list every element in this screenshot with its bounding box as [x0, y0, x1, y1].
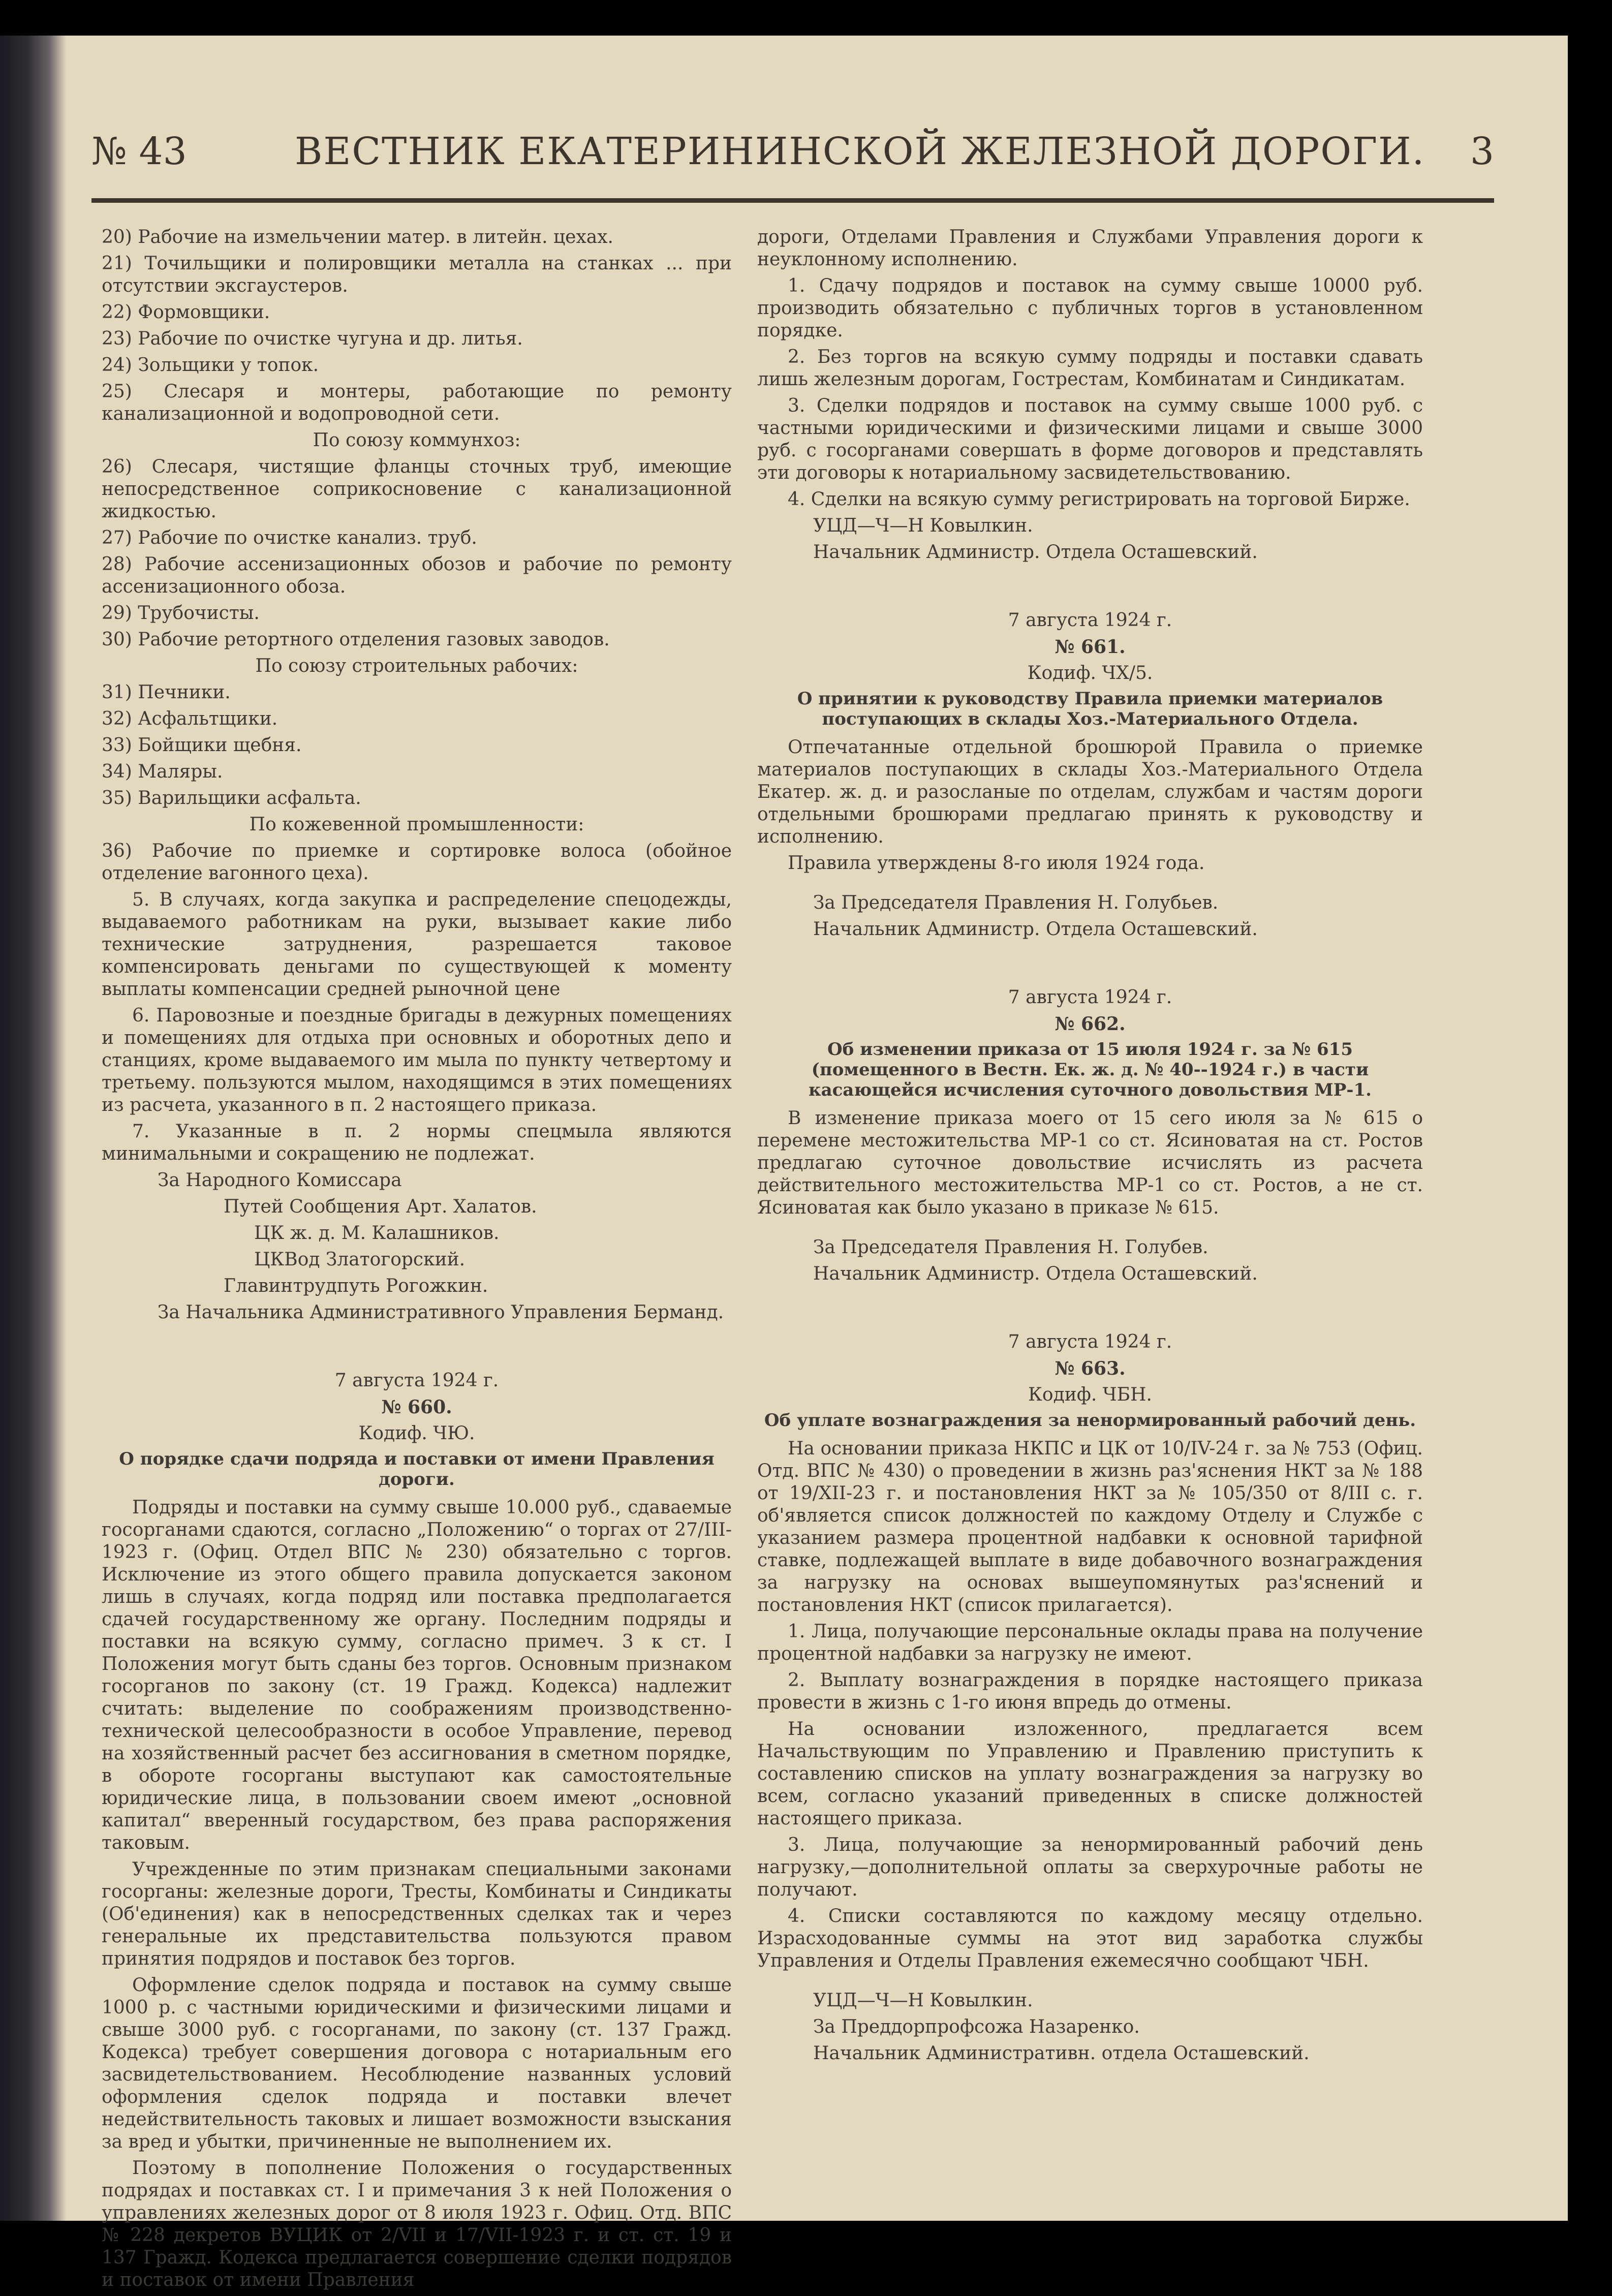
paragraph: Отпечатанные отдельной брошюрой Правила о приемке материалов поступающих в склады Хоз.-Материального Отдела Екатер. ж. д. и разосланые по отделам, службам и частям дороги отдельными брошюрами предлагаю принять к руководству и исполнению. [757, 737, 1423, 847]
list-item: 35) Варильщики асфальта. [102, 788, 361, 809]
list-item: 34) Маляры. [102, 761, 223, 782]
signature-line: За Председателя Правления Н. Голубев. [813, 1237, 1208, 1258]
signature-line: Начальник Администр. Отдела Осташевский. [813, 919, 1258, 940]
paragraph: В изменение приказа моего от 15 сего июля за № 615 о перемене местожительства МР-1 со ст. Ясиноватая на ст. Ростов предлагаю суточное довольствие исчислять из расчета действительного местожительства МР-1 со ст. Ростов, а не ст. Ясиноватая как было указано в приказе № 615. [757, 1108, 1423, 1218]
order-codification: Кодиф. ЧХ/5. [1027, 663, 1153, 684]
paragraph: Подряды и поставки на сумму свыше 10.000 руб., сдаваемые госорганами сдаются, согласно „Положению“ о торгах от 27/III-1923 г. (Офиц. Отдел ВПС № 230) обязательно с торгов. Исключение из этого общего правила допускается законом лишь в случаях, когда подряд или поставка предполагается сдачей государственному же органу. Последним подряды и поставки на всякую сумму, согласно примеч. 3 к ст. I Положения могут быть сданы без торгов. Основным признаком госорганов по закону (ст. 19 Гражд. Кодекса) надлежит считать: выделение по соображениям производственно-технической целесообразности в особое Управление, перевод на хозяйственный расчет без ассигнования в сметном порядке, в обороте госорганы выступают как самостоятельные юридические лица, в пользовании своем имеют „основной капитал“ вверенный государством, без права распоряжения таковым. [102, 1497, 732, 1853]
newspaper-page [0, 36, 1568, 2290]
signature-line: УЦД—Ч—Н Ковылкин. [813, 1990, 1033, 2011]
order-date: 7 августа 1924 г. [334, 1370, 499, 1391]
order-codification: Кодиф. ЧБН. [1028, 1384, 1152, 1405]
list-item: 31) Печники. [102, 682, 231, 703]
page-number: 3 [1470, 130, 1494, 173]
section-heading: По кожевенной промышленности: [249, 814, 584, 835]
list-item: 30) Рабочие ретортного отделения газовых заводов. [102, 629, 610, 650]
order-title: Об уплате вознаграждения за ненормированный рабочий день. [764, 1410, 1416, 1431]
signature-line: Путей Сообщения Арт. Халатов. [224, 1196, 537, 1217]
signature-line: За Председателя Правления Н. Голубьев. [813, 892, 1219, 913]
order-date: 7 августа 1924 г. [1008, 987, 1172, 1008]
order-date: 7 августа 1924 г. [1008, 610, 1172, 631]
order-title: О принятии к руководству Правила приемки материалов поступающих в склады Хоз.-Материального Отдела. [797, 689, 1383, 729]
previous-page-gutter [0, 36, 66, 2221]
signature-line: За Начальника Административного Управления Берманд. [158, 1302, 724, 1323]
paragraph: дороги, Отделами Правления и Службами Управления дороги к неуклонному исполнению. [757, 227, 1423, 270]
list-item: 26) Слесаря, чистящие фланцы сточных труб, имеющие непосредственное соприкосновение с канализационной жидкостью. [102, 456, 732, 522]
signature-line: За Народного Комиссара [158, 1170, 402, 1191]
paragraph: Поэтому в пополнение Положения о государственных подрядах и поставках ст. I и примечания 3 к ней Положения о управлениях железных дорог от 8 июля 1923 г. Офиц. Отд. ВПС № 228 декретов ВУЦИК от 2/VII и 17/VII-1923 г. и ст. ст. 19 и 137 Гражд. Кодекса предлагается совершение сделки подрядов и поставок от имени Правления [102, 2158, 732, 2290]
signature-line: УЦД—Ч—Н Ковылкин. [813, 515, 1033, 536]
order-date: 7 августа 1924 г. [1008, 1331, 1172, 1352]
list-item: 20) Рабочие на измельчении матер. в литейн. цехах. [102, 227, 613, 247]
newspaper-title: ВЕСТНИК ЕКАТЕРИНИНСКОЙ ЖЕЛЕЗНОЙ ДОРОГИ. [295, 130, 1425, 173]
paragraph: 5. В случаях, когда закупка и распределение спецодежды, выдаваемого работникам на руки, вызывает какие либо технические затруднения, разрешается таковое компенсировать деньгами по существующей к моменту выплаты компенсации средней рыночной цене [102, 889, 732, 1000]
paragraph: Оформление сделок подряда и поставок на сумму свыше 1000 р. с частными юридическими и физическими лицами и свыше 3000 руб. с госорганами, по закону (ст. 137 Гражд. Кодекса) требует совершения договора с нотариальным его засвидетельствованием. Несоблюдение названных условий оформления сделок подряда и поставки влечет недействительность таковых и лишает возможности взыскания за вред и убытки, причиненные не выполнением их. [102, 1975, 732, 2152]
signature-line: ЦКВод Златогорский. [254, 1249, 466, 1270]
running-header [91, 130, 1494, 191]
left-column [102, 226, 732, 2295]
paragraph: 4. Списки составляются по каждому месяцу отдельно. Израсходованные суммы на этот вид заработка службы Управления и Отделы Правления ежемесячно сообщают ЧБН. [757, 1906, 1423, 1971]
list-item: 25) Слесаря и монтеры, работающие по ремонту канализационной и водопроводной сети. [102, 381, 732, 424]
paragraph: Учрежденные по этим признакам специальными законами госорганы: железные дороги, Тресты, Комбинаты и Синдикаты (Об'единения) как в непосредственных сделках так и через генеральные их представительства пользуются правом принятия подрядов и поставок без торгов. [102, 1859, 732, 1969]
list-item: 27) Рабочие по очистке канализ. труб. [102, 528, 477, 548]
section-heading: По союзу коммунхоз: [313, 430, 521, 451]
issue-number: № 43 [91, 130, 187, 173]
list-item: 36) Рабочие по приемке и сортировке волоса (обойное отделение вагонного цеха). [102, 841, 732, 884]
order-number: № 660. [381, 1397, 452, 1418]
list-item: 28) Рабочие ассенизационных обозов и рабочие по ремонту ассенизационного обоза. [102, 554, 732, 597]
paragraph: 2. Выплату вознаграждения в порядке настоящего приказа провести в жизнь с 1-го июня впредь до отмены. [757, 1670, 1423, 1713]
signature-line: Начальник Администр. Отдела Осташевский. [813, 542, 1258, 563]
list-item: 33) Бойщики щебня. [102, 735, 302, 756]
signature-line: Начальник Администр. Отдела Осташевский. [813, 1263, 1258, 1284]
signature-line: Главинтрудпуть Рогожкин. [224, 1276, 488, 1296]
paragraph: 2. Без торгов на всякую сумму подряды и поставки сдавать лишь железным дорогам, Гострестам, Комбинатам и Синдикатам. [757, 347, 1423, 390]
paragraph: 3. Сделки подрядов и поставок на сумму свыше 1000 руб. с частными юридическими и физическими лицами и свыше 3000 руб. с госорганами совершать в форме договоров и представлять эти договоры к нотариальному засвидетельствованию. [757, 395, 1423, 483]
list-item: 23) Рабочие по очистке чугуна и др. литья. [102, 328, 523, 349]
order-codification: Кодиф. ЧЮ. [358, 1423, 475, 1444]
order-title: О порядке сдачи подряда и поставки от имени Правления дороги. [119, 1449, 715, 1490]
paragraph: 3. Лица, получающие за ненормированный рабочий день нагрузку,—дополнительной оплаты за сверхурочные работы не получают. [757, 1835, 1423, 1900]
list-item: 24) Зольщики у топок. [102, 355, 319, 376]
paragraph: Правила утверждены 8-го июля 1924 года. [788, 853, 1205, 874]
signature-line: ЦК ж. д. М. Калашников. [254, 1223, 500, 1244]
section-heading: По союзу строительных рабочих: [255, 656, 578, 676]
order-number: № 662. [1055, 1013, 1126, 1035]
list-item: 21) Точильщики и полировщики металла на станках ... при отсутствии эксгаустеров. [102, 253, 732, 296]
paragraph: На основании приказа НКПС и ЦК от 10/IV-24 г. за № 753 (Офиц. Отд. ВПС № 430) о проведении в жизнь раз'яснения НКТ за № 188 от 19/XII-23 г. и постановления НКТ за № 105/350 от 8/III с. г. об'является список должностей по каждому Отделу и Службе с указанием размера процентной надбавки к основной тарифной ставке, подлежащей выплате в виде добавочного вознаграждения за нагрузку на основах вышеупомянутых раз'яснений и постановления НКТ (список прилагается). [757, 1438, 1423, 1616]
list-item: 22) Формовщики. [102, 302, 270, 323]
list-item: 29) Трубочисты. [102, 603, 260, 624]
header-rule [91, 198, 1494, 203]
order-number: № 661. [1055, 636, 1126, 658]
order-title: Об изменении приказа от 15 июля 1924 г. за № 615 (помещенного в Вестн. Ек. ж. д. № 40--1924 г.) в части касающейся исчисления суточного довольствия МР-1. [809, 1039, 1372, 1100]
paragraph: 6. Паровозные и поездные бригады в дежурных помещениях и помещениях для отдыха при основных и оборотных депо и станциях, кроме выдаваемого им мыла по пункту четвертому и третьему. пользуются мылом, находящимся в этих помещениях из расчета, указанного в п. 2 настоящего приказа. [102, 1005, 732, 1115]
list-item: 32) Асфальтщики. [102, 708, 278, 729]
paragraph: 1. Лица, получающие персональные оклады права на получение процентной надбавки за нагрузку не имеют. [757, 1621, 1423, 1664]
paragraph: На основании изложенного, предлагается всем Начальствующим по Управлению и Правлению приступить к составлению списков на уплату вознаграждения за нагрузку во всем, согласно указаний приведенных в списке должностей настоящего приказа. [757, 1719, 1423, 1829]
right-column [757, 226, 1423, 2069]
order-number: № 663. [1055, 1358, 1126, 1379]
signature-line: За Преддорпрофсожа Назаренко. [813, 2016, 1140, 2037]
signature-line: Начальник Административн. отдела Осташевский. [813, 2043, 1310, 2064]
paragraph: 7. Указанные в п. 2 нормы спецмыла являются минимальными и сокращению не подлежат. [102, 1121, 732, 1164]
paragraph: 1. Сдачу подрядов и поставок на сумму свыше 10000 руб. производить обязательно с публичных торгов в установленном порядке. [757, 275, 1423, 341]
paragraph: 4. Сделки на всякую сумму регистрировать на торговой Бирже. [788, 489, 1410, 510]
